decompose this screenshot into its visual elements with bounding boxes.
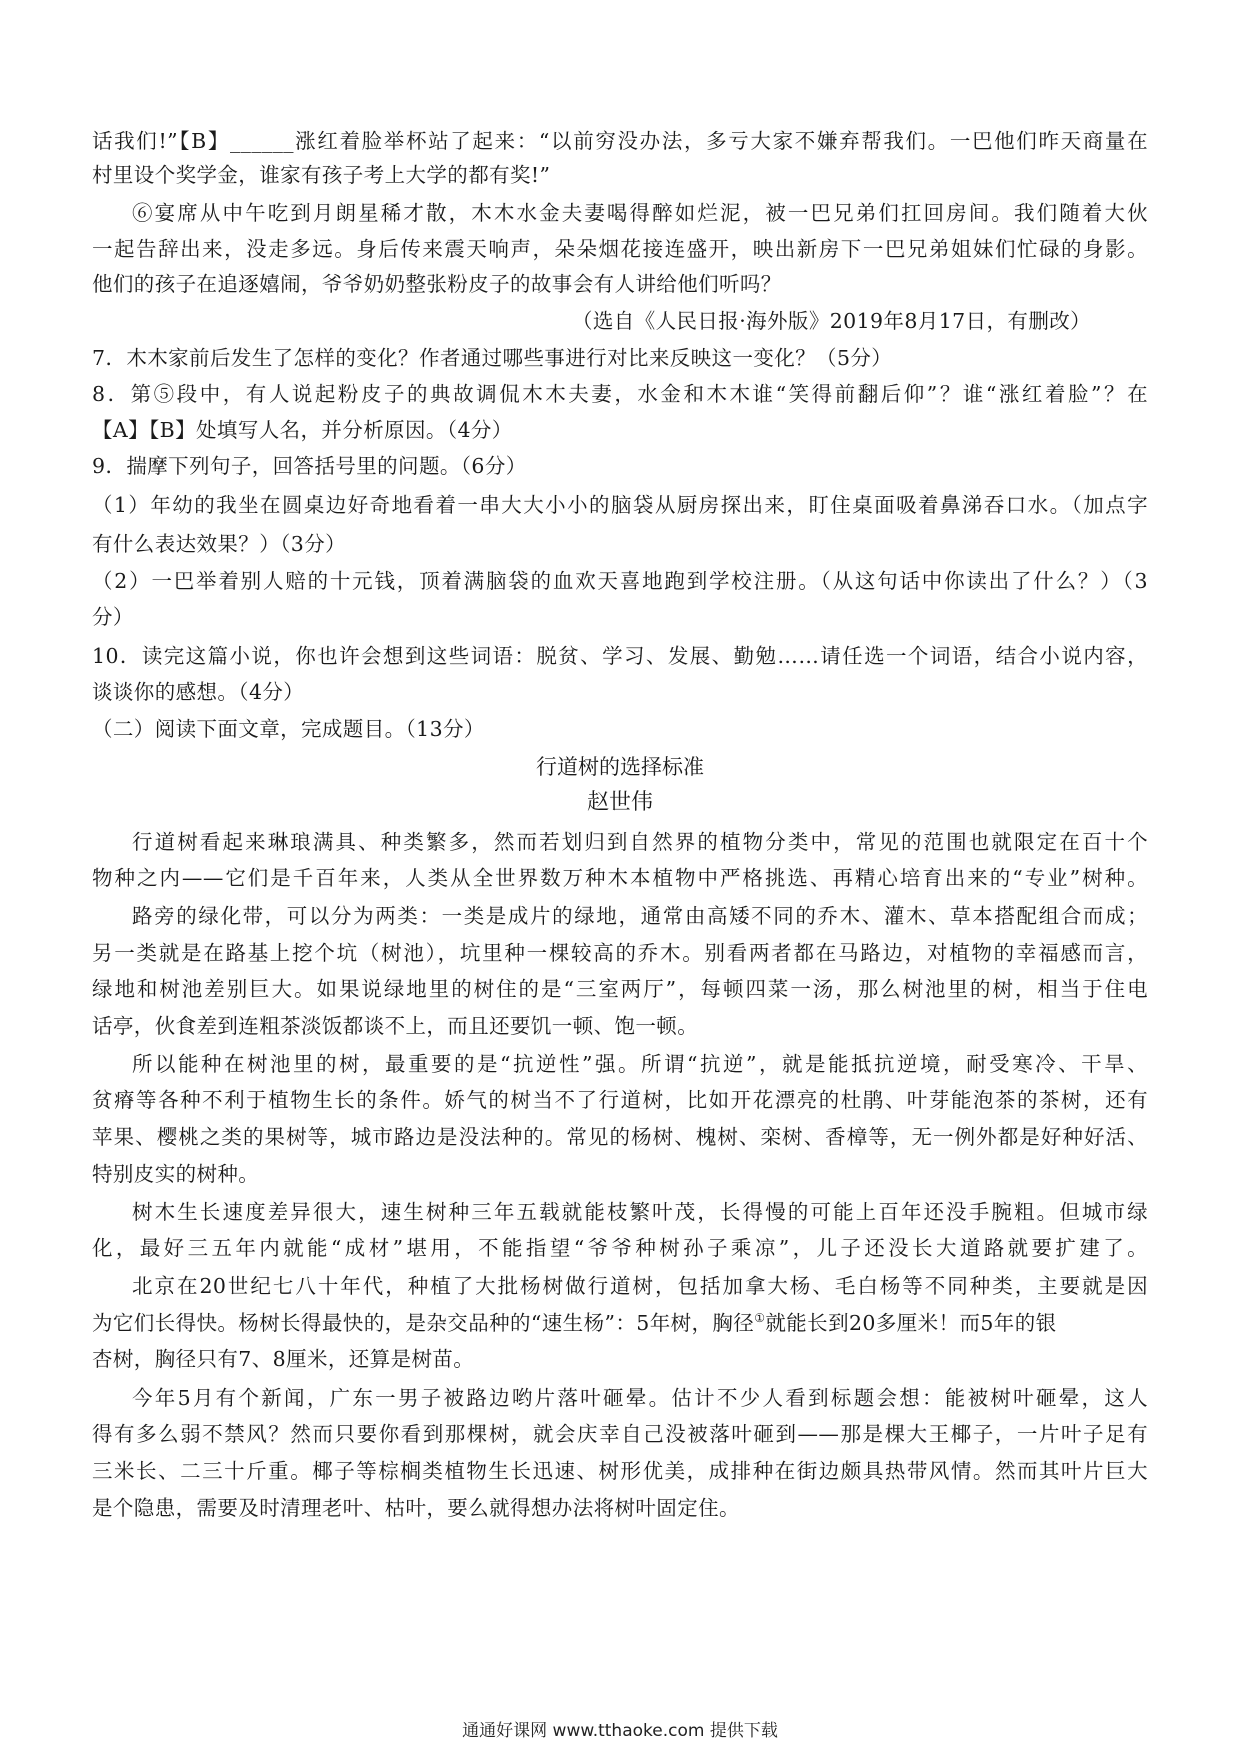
question-9-1: （1）年幼的我坐在圆桌边好奇地看着一串大大小小的脑袋从厨房探出来，盯住桌面吸着鼻涕吞口水。（加点字 xyxy=(92,493,1148,517)
source-citation: （选自《人民日报·海外版》2019年8月17日，有删改） xyxy=(572,309,1092,333)
article-author: 赵世伟 xyxy=(586,790,653,815)
paragraph-text: 就能长到20多厘米！而5年的银 xyxy=(765,1311,1057,1335)
page-footer: 通通好课网 www.tthaoke.com 提供下载 xyxy=(462,1721,778,1741)
paragraph-line: 绿地和树池差别巨大。如果说绿地里的树住的是“三室两厅”，每顿四菜一汤，那么树池里的树，相当于住电 xyxy=(92,977,1148,1001)
question-8-cont: 【A】【B】处填写人名，并分析原因。（4分） xyxy=(92,418,513,442)
paragraph-line: 杏树，胸径只有7、8厘米，还算是树苗。 xyxy=(92,1347,475,1371)
paragraph-line: 村里设个奖学金，谁家有孩子考上大学的都有奖!” xyxy=(92,163,551,187)
paragraph-line: 树木生长速度差异很大，速生树种三年五载就能枝繁叶茂，长得慢的可能上百年还没手腕粗。但城市绿 xyxy=(132,1200,1148,1224)
paragraph-line: 化，最好三五年内就能“成材”堪用，不能指望“爷爷种树孙子乘凉”，儿子还没长大道路就要扩建了。 xyxy=(92,1236,1148,1260)
paragraph-line: 一起告辞出来，没走多远。身后传来震天响声，朵朵烟花接连盛开，映出新房下一巴兄弟姐妹们忙碌的身影。 xyxy=(92,237,1148,261)
paragraph-line-with-footnote xyxy=(92,1309,1148,1337)
paragraph-line: 他们的孩子在追逐嬉闹，爷爷奶奶整张粉皮子的故事会有人讲给他们听吗？ xyxy=(92,272,782,296)
paragraph-line: 贫瘠等各种不利于植物生长的条件。娇气的树当不了行道树，比如开花漂亮的杜鹃、叶芽能泡茶的茶树，还有 xyxy=(92,1088,1148,1112)
paragraph-line: 特别皮实的树种。 xyxy=(92,1162,260,1186)
paragraph-line: 话亭，伙食差到连粗茶淡饭都谈不上，而且还要饥一顿、饱一顿。 xyxy=(92,1014,699,1038)
article-title: 行道树的选择标准 xyxy=(536,755,704,779)
paragraph-line: ⑥宴席从中午吃到月朗星稀才散，木木水金夫妻喝得醉如烂泥，被一巴兄弟们扛回房间。我们随着大伙 xyxy=(132,201,1148,225)
question-7: 7．木木家前后发生了怎样的变化？作者通过哪些事进行对比来反映这一变化？（5分） xyxy=(92,346,893,370)
question-9: 9．揣摩下列句子，回答括号里的问题。（6分） xyxy=(92,454,527,478)
question-10-cont: 谈谈你的感想。（4分） xyxy=(92,680,305,704)
paragraph-line: 今年5月有个新闻，广东一男子被路边哟片落叶砸晕。估计不少人看到标题会想：能被树叶砸晕，这人 xyxy=(132,1386,1148,1410)
question-9-2-cont: 分） xyxy=(92,605,134,629)
question-9-2: （2）一巴举着别人赔的十元钱，顶着满脑袋的血欢天喜地跑到学校注册。（从这句话中你读出了什么？）（3 xyxy=(92,569,1148,593)
section-heading: （二）阅读下面文章，完成题目。（13分） xyxy=(92,717,485,741)
paragraph-line: 话我们!”【B】______涨红着脸举杯站了起来：“以前穷没办法，多亏大家不嫌弃帮我们。一巴他们昨天商量在 xyxy=(92,129,1148,153)
paragraph-line: 行道树看起来琳琅满具、种类繁多，然而若划归到自然界的植物分类中，常见的范围也就限定在百十个 xyxy=(132,830,1148,854)
paragraph-line: 苹果、樱桃之类的果树等，城市路边是没法种的。常见的杨树、槐树、栾树、香樟等，无一例外都是好种好活、 xyxy=(92,1125,1148,1149)
footnote-marker: ① xyxy=(754,1311,766,1326)
paragraph-line: 路旁的绿化带，可以分为两类：一类是成片的绿地，通常由高矮不同的乔木、灌木、草本搭配组合而成； xyxy=(132,904,1148,928)
paragraph-line: 得有多么弱不禁风？然而只要你看到那棵树，就会庆幸自己没被落叶砸到——那是棵大王椰子，一片叶子足有 xyxy=(92,1422,1148,1446)
paragraph-line: 另一类就是在路基上挖个坑（树池），坑里种一棵较高的乔木。别看两者都在马路边，对植物的幸福感而言， xyxy=(92,941,1148,965)
paragraph-line: 北京在20世纪七八十年代，种植了大批杨树做行道树，包括加拿大杨、毛白杨等不同种类，主要就是因 xyxy=(132,1274,1148,1298)
question-8: 8．第⑤段中，有人说起粉皮子的典故调侃木木夫妻，水金和木木谁“笑得前翻后仰”？谁“涨红着脸”？在 xyxy=(92,382,1148,406)
paragraph-line: 物种之内——它们是千百年来，人类从全世界数万种木本植物中严格挑选、再精心培育出来的“专业”树种。 xyxy=(92,866,1148,890)
question-9-1-cont: 有什么表达效果？）（3分） xyxy=(92,532,346,556)
question-10: 10．读完这篇小说，你也许会想到这些词语：脱贫、学习、发展、勤勉……请任选一个词语，结合小说内容， xyxy=(92,644,1148,668)
paragraph-line: 是个隐患，需要及时清理老叶、枯叶，要么就得想办法将树叶固定住。 xyxy=(92,1496,740,1520)
paragraph-text: 为它们长得快。杨树长得最快的，是杂交品种的“速生杨”：5年树，胸径 xyxy=(92,1311,755,1335)
paragraph-line: 三米长、二三十斤重。椰子等棕榈类植物生长迅速、树形优美，成排种在街边颇具热带风情。然而其叶片巨大 xyxy=(92,1459,1148,1483)
paragraph-line: 所以能种在树池里的树，最重要的是“抗逆性”强。所谓“抗逆”，就是能抵抗逆境，耐受寒冷、干旱、 xyxy=(132,1052,1148,1076)
